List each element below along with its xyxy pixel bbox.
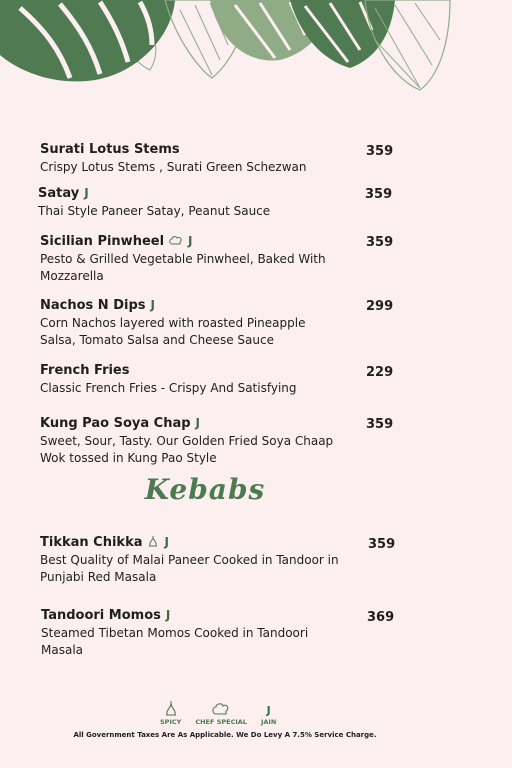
legend-spicy-label: SPICY — [160, 718, 182, 726]
item-price: 359 — [366, 144, 394, 159]
item-description: Corn Nachos layered with roasted Pineapple Salsa, Tomato Salsa and Cheese Sauce — [40, 316, 306, 347]
jain-icon: J — [188, 234, 193, 248]
menu-item — [40, 363, 340, 397]
item-price: 369 — [367, 610, 395, 625]
item-name: Tandoori Momos — [41, 608, 161, 623]
legend-chef-special-label: CHEF SPECIAL — [195, 718, 247, 726]
jain-icon: J — [266, 704, 271, 717]
item-description: Best Quality of Malai Paneer Cooked in Tandoor in Punjabi Red Masala — [40, 553, 339, 584]
menu-item — [40, 233, 340, 285]
chef-hat-icon — [169, 236, 183, 246]
monstera-leaves-header — [0, 0, 512, 95]
item-price: 359 — [366, 235, 394, 250]
jain-icon: J — [84, 186, 89, 200]
spicy-icon — [147, 535, 159, 547]
item-price: 359 — [368, 537, 396, 552]
jain-icon: J — [195, 416, 201, 430]
menu-item — [41, 607, 341, 659]
item-description: Steamed Tibetan Momos Cooked in Tandoori Masala — [41, 626, 309, 657]
legend-jain — [261, 700, 276, 726]
menu-item — [40, 534, 340, 586]
item-price: 299 — [366, 299, 394, 314]
legend-jain-label: JAIN — [260, 718, 277, 726]
item-price: 359 — [366, 417, 394, 432]
menu-item — [40, 142, 340, 176]
item-name: French Fries — [40, 363, 130, 378]
item-name: Kung Pao Soya Chap — [40, 416, 191, 431]
legend-chef-special — [195, 700, 247, 726]
item-description: Thai Style Paneer Satay, Peanut Sauce — [38, 204, 271, 218]
item-name: Tikkan Chikka — [40, 535, 143, 550]
item-description: Pesto & Grilled Vegetable Pinwheel, Baked With Mozzarella — [40, 252, 326, 283]
item-name: Satay — [38, 186, 80, 201]
legend — [160, 700, 276, 726]
spicy-icon — [163, 700, 179, 716]
item-name: Nachos N Dips — [40, 298, 146, 313]
item-name: Surati Lotus Stems — [40, 142, 180, 157]
menu-item — [40, 297, 340, 349]
legend-spicy — [160, 700, 181, 726]
footer-note: All Government Taxes Are As Applicable. We Do Levy A 7.5% Service Charge. — [73, 731, 377, 739]
item-price: 229 — [366, 365, 394, 380]
item-price: 359 — [365, 187, 393, 202]
jain-icon: J — [165, 608, 171, 622]
menu-item — [38, 185, 338, 220]
jain-icon: J — [164, 535, 169, 549]
item-name: Sicilian Pinwheel — [40, 234, 165, 249]
chef-hat-icon — [212, 703, 230, 716]
jain-icon: J — [150, 298, 155, 312]
section-title: Kebabs — [144, 473, 266, 506]
item-description: Sweet, Sour, Tasty. Our Golden Fried Soya Chaap Wok tossed in Kung Pao Style — [40, 434, 334, 465]
item-description: Crispy Lotus Stems , Surati Green Schezwan — [40, 160, 307, 174]
menu-item — [40, 415, 340, 467]
item-description: Classic French Fries - Crispy And Satisfying — [40, 381, 297, 395]
